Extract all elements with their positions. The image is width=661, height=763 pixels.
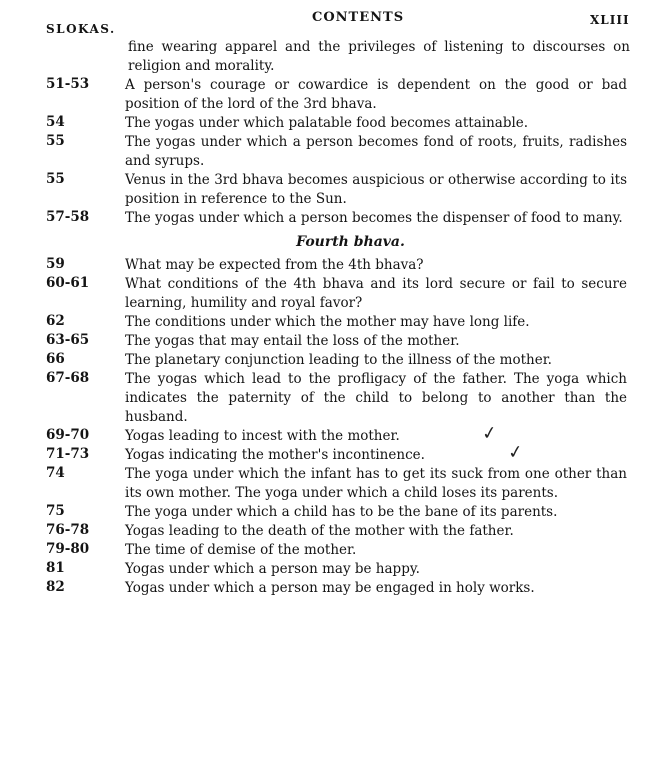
- entry-text: The yoga under which a child has to be the bane of its parents.: [125, 504, 558, 520]
- sloka-number: 66: [46, 351, 65, 367]
- entry-text: Yogas under which a person may be happy.: [125, 561, 420, 577]
- sloka-number: 54: [46, 114, 65, 130]
- list-item: [0, 579, 661, 598]
- list-item: [0, 275, 661, 313]
- sloka-number: 81: [46, 560, 65, 576]
- list-item: [0, 441, 661, 465]
- entry-text: The time of demise of the mother.: [125, 542, 357, 558]
- entry-text: Yogas under which a person may be engaged in holy works.: [125, 580, 535, 596]
- sloka-number: 82: [46, 579, 65, 595]
- sloka-number: 69-70: [46, 427, 90, 443]
- entry-text: The yogas under which palatable food becomes attainable.: [125, 115, 529, 131]
- entry-text: Yogas indicating the mother's incontinence.: [125, 447, 425, 463]
- entry-text: A person's courage or cowardice is dependent on the good or bad position of the lord of the 3rd bhava.: [125, 77, 627, 112]
- checkmark-icon: ✓: [506, 441, 525, 464]
- sloka-number: 63-65: [46, 332, 90, 348]
- entry-text: Yogas leading to incest with the mother.: [125, 428, 400, 444]
- column-header-slokas: SLOKAS.: [46, 22, 116, 36]
- sloka-number: 67-68: [46, 370, 90, 386]
- list-item: [0, 351, 661, 370]
- checkmark-icon: ✓: [480, 422, 499, 445]
- list-item: [0, 209, 661, 228]
- list-item: [0, 114, 661, 133]
- entry-text: The conditions under which the mother may have long life.: [125, 314, 530, 330]
- entry-text: The yoga under which the infant has to get its suck from one other than its own mother. The yoga under which a child loses its parents.: [125, 466, 627, 501]
- list-item: [0, 256, 661, 275]
- list-item: [0, 332, 661, 351]
- entry-text: What conditions of the 4th bhava and its lord secure or fail to secure learning, humility and royal favor?: [125, 276, 627, 311]
- sloka-number: 57-58: [46, 209, 90, 225]
- entry-text: The yogas under which a person becomes fond of roots, fruits, radishes and syrups.: [125, 134, 627, 169]
- entry-text: What may be expected from the 4th bhava?: [125, 257, 424, 273]
- section-heading: Fourth bhava.: [296, 234, 405, 250]
- entry-text: fine wearing apparel and the privileges of listening to discourses on religion and morality.: [128, 39, 630, 74]
- list-item: [0, 38, 661, 76]
- list-item: [0, 541, 661, 560]
- sloka-number: 75: [46, 503, 65, 519]
- page-number: XLIII: [590, 13, 630, 27]
- list-item: [0, 560, 661, 579]
- contents-list: [0, 38, 661, 598]
- page-title: CONTENTS: [312, 10, 405, 25]
- entry-text: Venus in the 3rd bhava becomes auspicious or otherwise according to its position in reference to the Sun.: [125, 172, 627, 207]
- list-item: [0, 313, 661, 332]
- list-item: [0, 422, 661, 446]
- list-item: [0, 503, 661, 522]
- list-item: [0, 522, 661, 541]
- sloka-number: 62: [46, 313, 65, 329]
- sloka-number: 60-61: [46, 275, 90, 291]
- entry-text: Yogas leading to the death of the mother with the father.: [125, 523, 514, 539]
- sloka-number: 55: [46, 171, 65, 187]
- list-item: [0, 133, 661, 171]
- entry-text: The planetary conjunction leading to the illness of the mother.: [125, 352, 552, 368]
- entry-text: The yogas which lead to the profligacy of the father. The yoga which indicates the paternity of the child to belong to another than the husband.: [125, 371, 627, 425]
- sloka-number: 79-80: [46, 541, 90, 557]
- list-item: [0, 465, 661, 503]
- sloka-number: 74: [46, 465, 65, 481]
- entry-text: The yogas under which a person becomes the dispenser of food to many.: [125, 210, 623, 226]
- sloka-number: 59: [46, 256, 65, 272]
- sloka-number: 76-78: [46, 522, 90, 538]
- sloka-number: 71-73: [46, 446, 90, 462]
- list-item: [0, 76, 661, 114]
- list-item: [0, 171, 661, 209]
- sloka-number: 51-53: [46, 76, 90, 92]
- sloka-number: 55: [46, 133, 65, 149]
- entry-text: The yogas that may entail the loss of the mother.: [125, 333, 460, 349]
- list-item: [0, 370, 661, 427]
